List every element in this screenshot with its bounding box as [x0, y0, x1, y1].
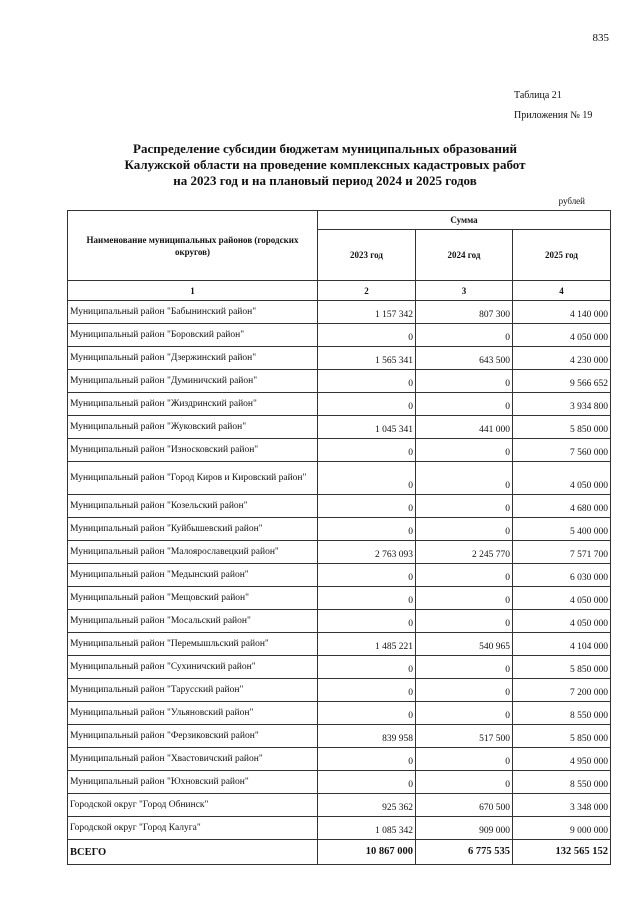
amount-2025: 4 050 000 [513, 587, 611, 610]
amount-2025: 4 050 000 [513, 610, 611, 633]
amount-2024: 0 [416, 771, 513, 794]
amount-2023: 0 [318, 610, 416, 633]
amount-2024: 441 000 [416, 416, 513, 439]
column-number: 2 [318, 281, 416, 301]
table-row [68, 771, 611, 794]
amount-2024: 0 [416, 393, 513, 416]
header-year-2024: 2024 год [416, 230, 513, 281]
amount-2025: 4 050 000 [513, 324, 611, 347]
amount-2025: 5 400 000 [513, 518, 611, 541]
table-row [68, 347, 611, 370]
amount-2023: 0 [318, 771, 416, 794]
district-name: Муниципальный район "Малоярославецкий район" [68, 541, 318, 564]
district-name: Городской округ "Город Обнинск" [68, 794, 318, 817]
amount-2023: 2 763 093 [318, 541, 416, 564]
amount-2023: 0 [318, 439, 416, 462]
amount-2023: 1 085 342 [318, 817, 416, 840]
document-title [60, 141, 590, 189]
amount-2025: 5 850 000 [513, 656, 611, 679]
amount-2025: 9 566 652 [513, 370, 611, 393]
amount-2025: 8 550 000 [513, 771, 611, 794]
amount-2025: 4 050 000 [513, 462, 611, 495]
table-row [68, 301, 611, 324]
amount-2023: 1 565 341 [318, 347, 416, 370]
amount-2024: 0 [416, 370, 513, 393]
district-name: Муниципальный район "Козельский район" [68, 495, 318, 518]
appendix-number: Приложения № 19 [514, 110, 593, 121]
table-row [68, 748, 611, 771]
district-name: Муниципальный район "Перемышльский район" [68, 633, 318, 656]
amount-2024: 2 245 770 [416, 541, 513, 564]
header-sum: Сумма [318, 211, 611, 230]
district-name: Муниципальный район "Износковский район" [68, 439, 318, 462]
table-row [68, 416, 611, 439]
amount-2023: 0 [318, 679, 416, 702]
district-name: Муниципальный район "Медынский район" [68, 564, 318, 587]
amount-2023: 839 958 [318, 725, 416, 748]
amount-2023: 0 [318, 564, 416, 587]
table-row [68, 679, 611, 702]
district-name: Муниципальный район "Юхновский район" [68, 771, 318, 794]
district-name: Муниципальный район "Боровский район" [68, 324, 318, 347]
amount-2023: 925 362 [318, 794, 416, 817]
page-number: 835 [592, 32, 609, 44]
district-name: Муниципальный район "Бабынинский район" [68, 301, 318, 324]
amount-2025: 4 950 000 [513, 748, 611, 771]
header-year-2023: 2023 год [318, 230, 416, 281]
table-row [68, 495, 611, 518]
title-line: на 2023 год и на плановый период 2024 и 2025 годов [173, 173, 477, 188]
table-row [68, 633, 611, 656]
table-row [68, 518, 611, 541]
district-name: Муниципальный район "Мосальский район" [68, 610, 318, 633]
table-row [68, 794, 611, 817]
column-number: 3 [416, 281, 513, 301]
amount-2023: 0 [318, 702, 416, 725]
amount-2024: 0 [416, 518, 513, 541]
amount-2024: 0 [416, 748, 513, 771]
amount-2024: 670 500 [416, 794, 513, 817]
amount-2023: 0 [318, 324, 416, 347]
district-name: Городской округ "Город Калуга" [68, 817, 318, 840]
district-name: Муниципальный район "Ферзиковский район" [68, 725, 318, 748]
amount-2024: 643 500 [416, 347, 513, 370]
table-reference [514, 86, 592, 126]
amount-2023: 0 [318, 656, 416, 679]
total-2024: 6 775 535 [416, 840, 513, 865]
amount-2024: 517 500 [416, 725, 513, 748]
amount-2023: 0 [318, 495, 416, 518]
amount-2024: 0 [416, 462, 513, 495]
district-name: Муниципальный район "Мещовский район" [68, 587, 318, 610]
table-body [68, 301, 611, 865]
amount-2024: 0 [416, 702, 513, 725]
amount-2025: 7 571 700 [513, 541, 611, 564]
title-line: Распределение субсидии бюджетам муниципальных образований [133, 141, 517, 156]
amount-2025: 4 140 000 [513, 301, 611, 324]
subsidy-table [67, 210, 611, 865]
amount-2024: 540 965 [416, 633, 513, 656]
table-row [68, 462, 611, 495]
district-name: Муниципальный район "Думиничский район" [68, 370, 318, 393]
amount-2024: 0 [416, 587, 513, 610]
amount-2024: 909 000 [416, 817, 513, 840]
district-name: Муниципальный район "Тарусский район" [68, 679, 318, 702]
header-name-column: Наименование муниципальных районов (городских округов) [68, 211, 318, 281]
table-row [68, 817, 611, 840]
table-row [68, 564, 611, 587]
table-number: Таблица 21 [514, 90, 562, 101]
table-row [68, 725, 611, 748]
amount-2025: 4 680 000 [513, 495, 611, 518]
table-row [68, 656, 611, 679]
table-row [68, 324, 611, 347]
amount-2024: 0 [416, 679, 513, 702]
units-label: рублей [558, 196, 585, 206]
amount-2024: 0 [416, 610, 513, 633]
table-row [68, 702, 611, 725]
amount-2025: 3 348 000 [513, 794, 611, 817]
table-row [68, 370, 611, 393]
amount-2024: 0 [416, 564, 513, 587]
amount-2025: 4 104 000 [513, 633, 611, 656]
amount-2024: 0 [416, 656, 513, 679]
district-name: Муниципальный район "Город Киров и Кировский район" [68, 462, 318, 495]
amount-2024: 0 [416, 439, 513, 462]
total-2023: 10 867 000 [318, 840, 416, 865]
amount-2024: 807 300 [416, 301, 513, 324]
district-name: Муниципальный район "Жуковский район" [68, 416, 318, 439]
district-name: Муниципальный район "Хвастовичский район" [68, 748, 318, 771]
table-row [68, 610, 611, 633]
district-name: Муниципальный район "Дзержинский район" [68, 347, 318, 370]
total-2025: 132 565 152 [513, 840, 611, 865]
amount-2025: 6 030 000 [513, 564, 611, 587]
amount-2023: 0 [318, 370, 416, 393]
table-row [68, 587, 611, 610]
district-name: Муниципальный район "Ульяновский район" [68, 702, 318, 725]
header-year-2025: 2025 год [513, 230, 611, 281]
district-name: Муниципальный район "Жиздринский район" [68, 393, 318, 416]
total-row [68, 840, 611, 865]
amount-2023: 0 [318, 462, 416, 495]
district-name: Муниципальный район "Куйбышевский район" [68, 518, 318, 541]
total-label: ВСЕГО [68, 840, 318, 865]
amount-2023: 1 485 221 [318, 633, 416, 656]
amount-2025: 5 850 000 [513, 725, 611, 748]
amount-2023: 1 157 342 [318, 301, 416, 324]
amount-2025: 7 200 000 [513, 679, 611, 702]
amount-2024: 0 [416, 324, 513, 347]
amount-2025: 5 850 000 [513, 416, 611, 439]
amount-2024: 0 [416, 495, 513, 518]
amount-2023: 0 [318, 393, 416, 416]
amount-2023: 1 045 341 [318, 416, 416, 439]
amount-2023: 0 [318, 587, 416, 610]
table-row [68, 439, 611, 462]
amount-2023: 0 [318, 518, 416, 541]
amount-2025: 9 000 000 [513, 817, 611, 840]
table-row [68, 541, 611, 564]
title-line: Калужской области на проведение комплексных кадастровых работ [124, 157, 526, 172]
amount-2025: 8 550 000 [513, 702, 611, 725]
column-number: 4 [513, 281, 611, 301]
amount-2023: 0 [318, 748, 416, 771]
amount-2025: 7 560 000 [513, 439, 611, 462]
column-number: 1 [68, 281, 318, 301]
table-row [68, 393, 611, 416]
amount-2025: 3 934 800 [513, 393, 611, 416]
district-name: Муниципальный район "Сухиничский район" [68, 656, 318, 679]
amount-2025: 4 230 000 [513, 347, 611, 370]
